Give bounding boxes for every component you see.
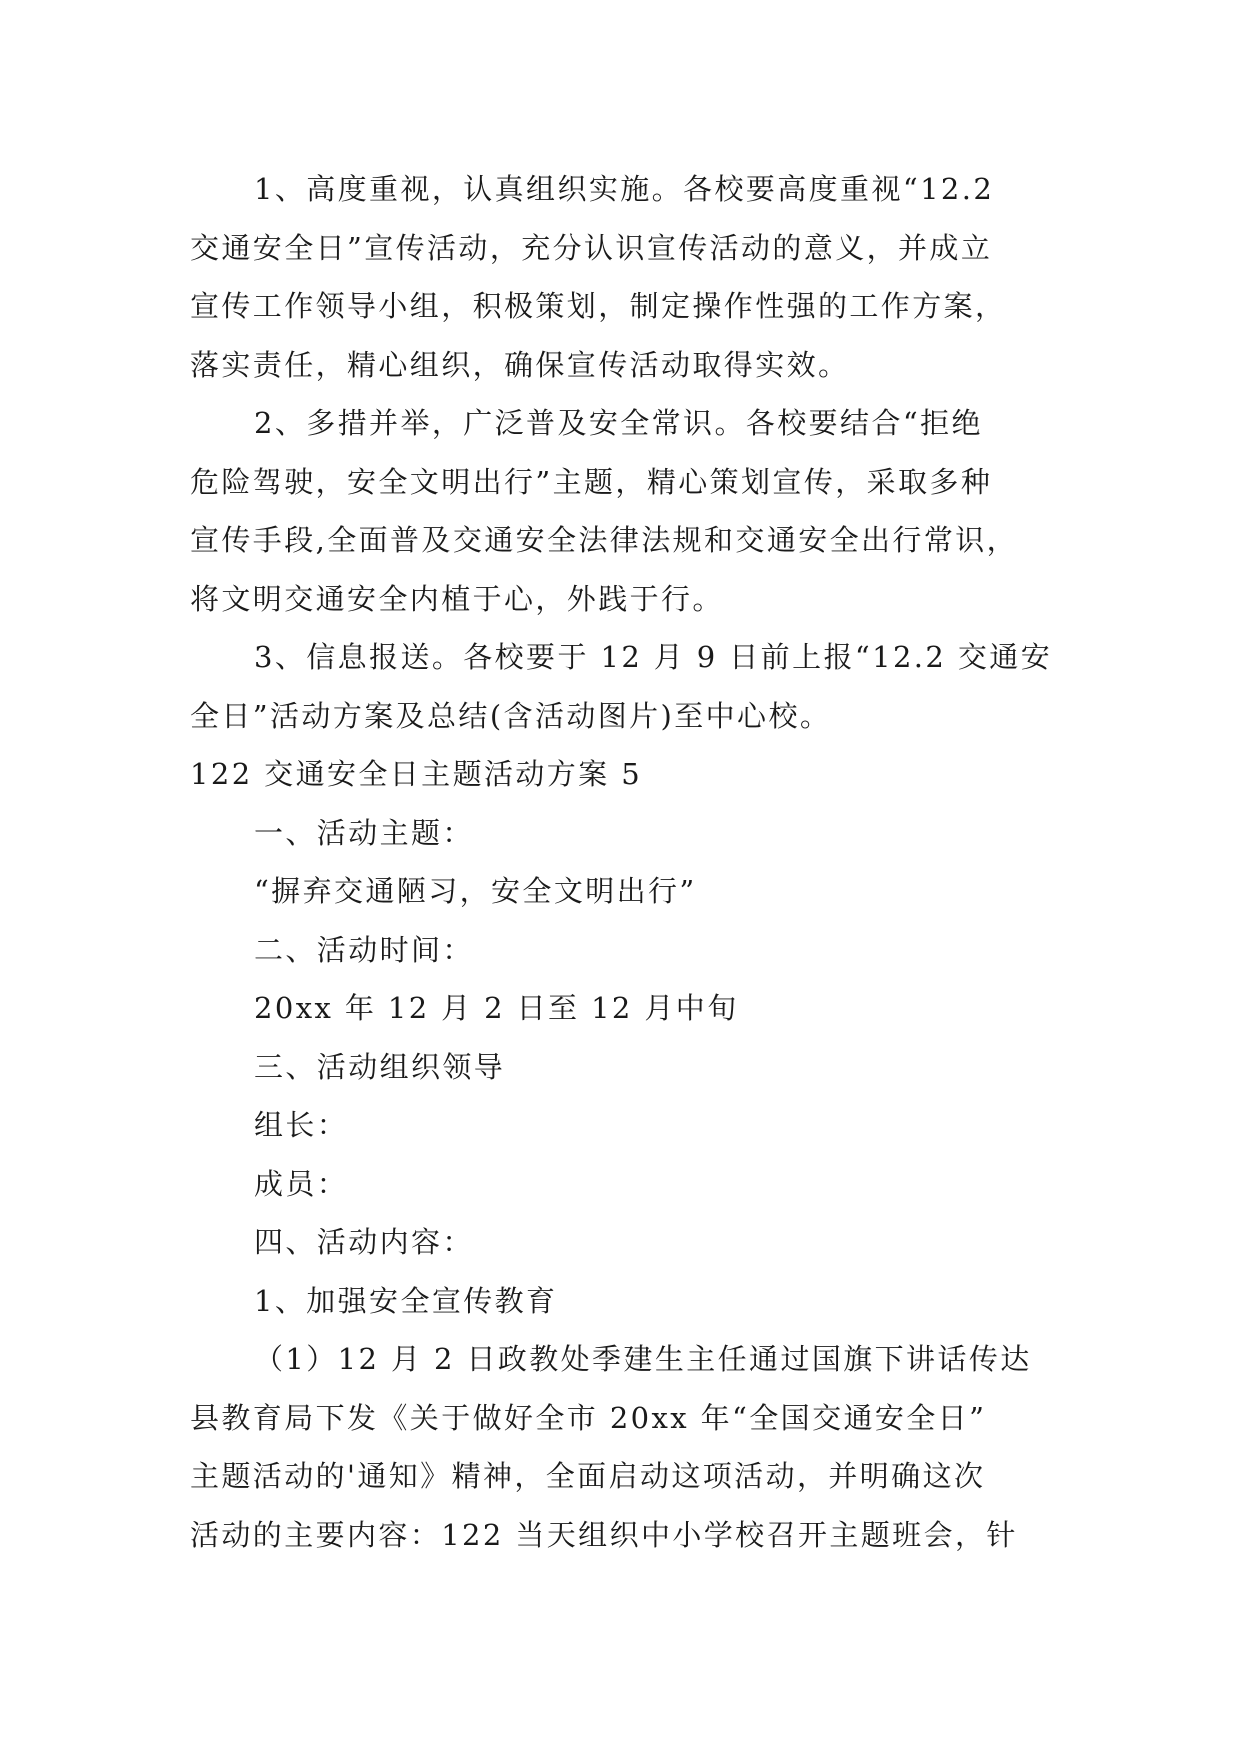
text-line: 活动的主要内容：122 当天组织中小学校召开主题班会，针 bbox=[190, 1517, 1018, 1552]
text-line: 组长： bbox=[254, 1108, 349, 1142]
text-line: 3、信息报送。各校要于 12 月 9 日前上报“12.2 交通安 bbox=[254, 640, 1053, 674]
text-line: 四、活动内容： bbox=[254, 1225, 474, 1259]
text-line: （1）12 月 2 日政教处季建生主任通过国旗下讲话传达 bbox=[254, 1342, 1032, 1376]
text-line: 20xx 年 12 月 2 日至 12 月中旬 bbox=[254, 991, 739, 1025]
text-line: 交通安全日”宣传活动，充分认识宣传活动的意义，并成立 bbox=[190, 230, 993, 265]
text-line: 一、活动主题： bbox=[254, 815, 474, 850]
text-line: 1、高度重视，认真组织实施。各校要高度重视“12.2 bbox=[254, 172, 995, 206]
text-line: 三、活动组织领导 bbox=[254, 1049, 506, 1084]
text-line: 2、多措并举，广泛普及安全常识。各校要结合“拒绝 bbox=[254, 406, 983, 440]
text-line: 122 交通安全日主题活动方案 5 bbox=[190, 757, 643, 791]
text-line: 危险驾驶，安全文明出行”主题，精心策划宣传，采取多种 bbox=[190, 464, 993, 499]
text-line: 成员： bbox=[254, 1166, 349, 1201]
text-line: 落实责任，精心组织，确保宣传活动取得实效。 bbox=[190, 347, 850, 382]
text-line: 全日”活动方案及总结(含活动图片)至中心校。 bbox=[190, 698, 832, 733]
document-body bbox=[190, 160, 1070, 1564]
text-line: “摒弃交通陋习，安全文明出行” bbox=[254, 874, 697, 908]
text-line: 1、加强安全宣传教育 bbox=[254, 1283, 558, 1318]
text-line: 主题活动的'通知》精神，全面启动这项活动，并明确这次 bbox=[190, 1459, 986, 1493]
text-line: 县教育局下发《关于做好全市 20xx 年“全国交通安全日” bbox=[190, 1400, 987, 1435]
text-line: 将文明交通安全内植于心，外践于行。 bbox=[190, 581, 724, 616]
text-line: 宣传工作领导小组，积极策划，制定操作性强的工作方案， bbox=[190, 289, 1007, 323]
text-line: 二、活动时间： bbox=[254, 932, 474, 967]
text-line: 宣传手段,全面普及交通安全法律法规和交通安全出行常识， bbox=[190, 523, 1019, 557]
